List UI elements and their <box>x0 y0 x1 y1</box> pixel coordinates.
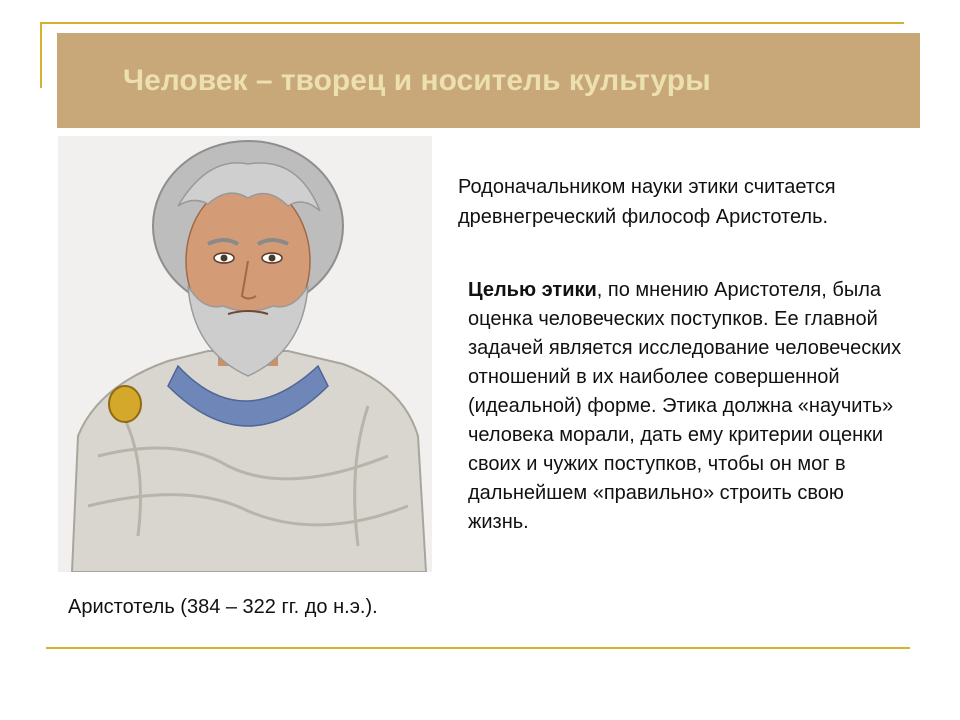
frame-left-line <box>40 22 42 88</box>
title-bar <box>57 33 920 128</box>
aristotle-portrait <box>58 136 432 572</box>
portrait-caption: Аристотель (384 – 322 гг. до н.э.). <box>68 596 378 618</box>
bottom-rule <box>46 647 910 649</box>
aristotle-bust-icon <box>58 136 432 572</box>
frame-top-line <box>40 22 904 24</box>
main-paragraph <box>468 276 908 537</box>
main-paragraph-rest: , по мнению Аристотеля, была оценка человеческих поступков. Ее главной задачей является исследование человеческих отношений в их наиболее совершенной (идеальной) форме. Этика должна «научить» человека морали, дать ему критерии оценки своих и чужих поступков, чтобы он мог в дальнейшем «правильно» строить свою жизнь. <box>468 279 902 533</box>
main-paragraph-lead: Целью этики <box>468 279 597 301</box>
intro-paragraph: Родоначальником науки этики считается древнегреческий философ Аристотель. <box>458 176 836 228</box>
slide-title: Человек – творец и носитель культуры <box>123 63 711 97</box>
